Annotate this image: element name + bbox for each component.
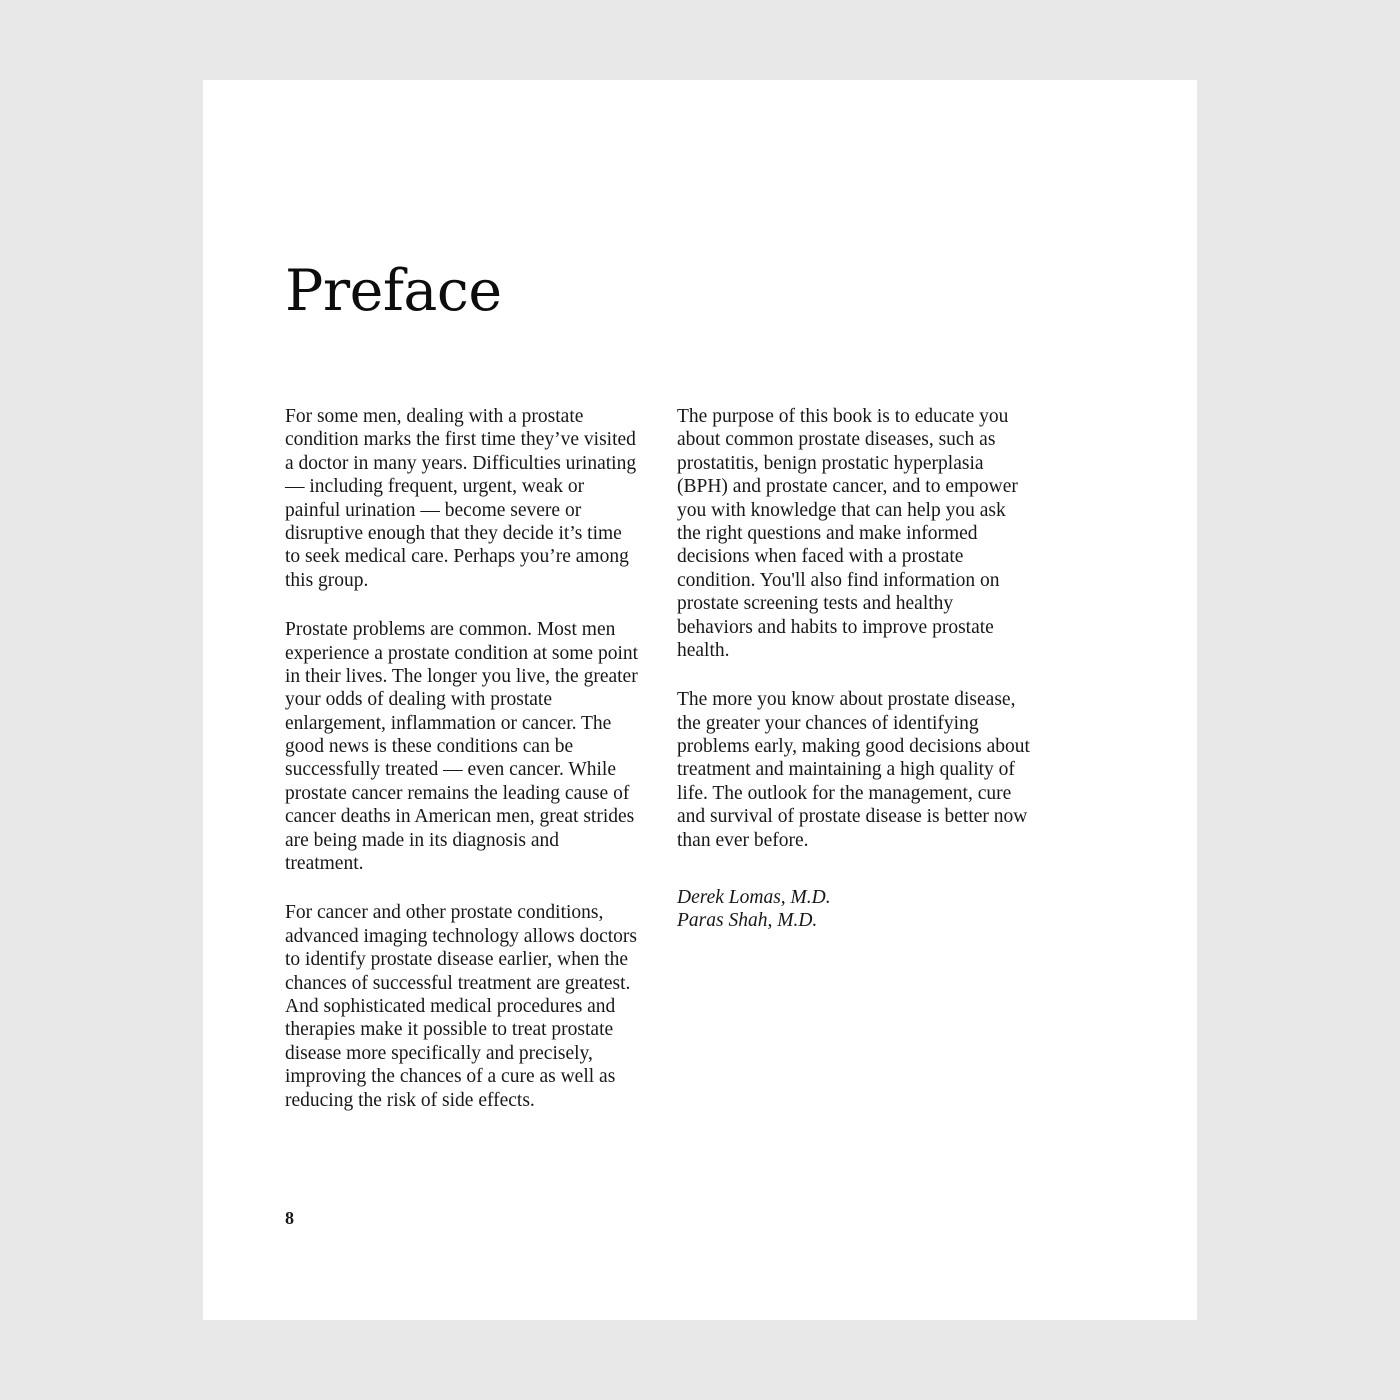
signature-block: [677, 886, 1032, 933]
paragraph: Prostate problems are common. Most men experience a prostate condition at some point in their lives. The longer you live, the greater your odds of dealing with prostate enlargement, inflammation or cancer. The good news is these conditions can be successfully treated — even cancer. While prostate cancer remains the leading cause of cancer deaths in American men, great strides are being made in its diagnosis and treatment.: [285, 619, 639, 875]
paragraph: The purpose of this book is to educate you about common prostate diseases, such as prostatitis, benign prostatic hyperplasia (BPH) and prostate cancer, and to empower you with knowledge that can help you ask the right questions and make informed decisions when faced with a prostate condition. You'll also find information on prostate screening tests and healthy behaviors and habits to improve prostate health.: [677, 406, 1018, 661]
two-column-body: [285, 405, 1115, 1112]
book-page: [203, 80, 1197, 1320]
paragraph: For some men, dealing with a prostate condition marks the first time they’ve visited a doctor in many years. Difficulties urinating — including frequent, urgent, weak or painful urination — become severe or disruptive enough that they decide it’s time to seek medical care. Perhaps you’re among this group.: [285, 406, 637, 591]
signature-author-1: Derek Lomas, M.D.: [677, 887, 831, 909]
right-column: [677, 405, 1032, 1112]
signature-author-2: Paras Shah, M.D.: [677, 910, 818, 932]
left-column: [285, 405, 640, 1112]
paragraph: For cancer and other prostate conditions, advanced imaging technology allows doctors to identify prostate disease earlier, when the chances of successful treatment are greatest. And sophisticated medical procedures and therapies make it possible to treat prostate disease more specifically and precisely, improving the chances of a cure as well as reducing the risk of side effects.: [285, 902, 637, 1111]
page-title: Preface: [285, 258, 502, 325]
paragraph: The more you know about prostate disease, the greater your chances of identifying problems early, making good decisions about treatment and maintaining a high quality of life. The outlook for the management, cure and survival of prostate disease is better now than ever before.: [677, 689, 1030, 851]
page-number: 8: [285, 1208, 294, 1228]
page-content-area: [285, 80, 1115, 1320]
